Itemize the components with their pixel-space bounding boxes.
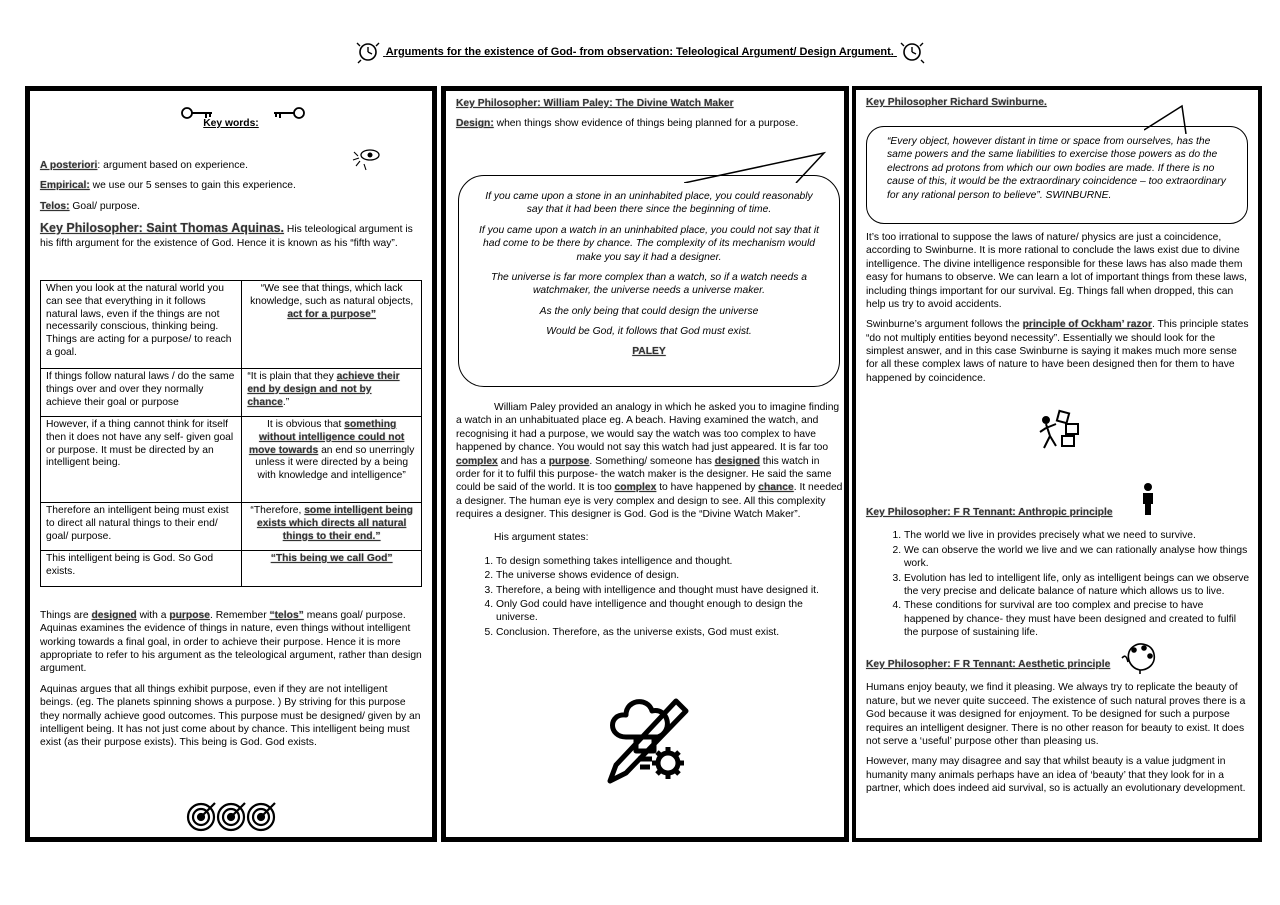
keyword-item: Empirical: we use our 5 senses to gain this experience. xyxy=(40,180,296,192)
table-row: Therefore an intelligent being must exist to direct all natural things to their end/ goal/ purpose. “Therefore, some intelligent being exists which directs all natural things to their end.” xyxy=(41,502,422,550)
paley-body: William Paley provided an analogy in which he asked you to imagine finding a watch in an unhabituated place eg. A beach. Having examined the watch, and recognising it had a purpose, we would say the watch was too complex to have happened by chance. You would not say this watch had just appeared. It is far too complex and has a purpose. Something/ someone has designed this watch in order for it to fulfil this purpose- the watch maker is the designer. He said the same could be said of the world. It is too complex to have happened by chance. It needed a designer. The human eye is very complex and design to see. All this complexity requires a designer. This designer is God. God is the “Divine Watch Maker”. xyxy=(456,402,843,520)
aesthetic-counter-paragraph: However, many may disagree and say that whilst beauty is a value judgment in humanity many animals perhaps have an idea of ‘beauty’ that they look for in a partner, which does indeed aid survival, so is actually an evolutionary development. xyxy=(866,756,1246,794)
aquinas-intro: Key Philosopher: Saint Thomas Aquinas. His teleological argument is his fifth argument for the existence of God. Hence it is known as his “fifth way”. xyxy=(40,221,413,249)
telos-paragraph: Things are designed with a purpose. Remember “telos” means goal/ purpose. Aquinas examines the evidence of things in nature, even things without intelligent working towards a final goal, in order to achieve their purpose. Hence it is more appropriate to refer to his argument as the teleological argument, rather than design argument. xyxy=(40,609,422,675)
falling-boxes-icon xyxy=(1036,408,1084,452)
clock-icon xyxy=(897,40,925,64)
clock-icon xyxy=(355,40,383,64)
swinburne-paragraph: It’s too irrational to suppose the laws of nature/ physics are just a coincidence, according to Swinburne. It is more rational to conclude the laws exist due to divine intelligence. The divine intelligence responsible for these laws has also made them easy for humans to observe. We can learn a lot of important things from these laws, including things important for our survival. Eg. Things fall when dropped, this can help us try to avoid accidents. xyxy=(866,232,1247,310)
list-item: 4. These conditions for survival are too complex and precise to have happened by chance- they must have been designed and created to fulfil the purpose of sustaining life. xyxy=(904,599,1250,639)
swinburne-panel xyxy=(852,86,1262,842)
page-title-row: Arguments for the existence of God- from observation: Teleological Argument/ Design Argument. xyxy=(0,40,1280,64)
aesthetic-heading: Key Philosopher: F R Tennant: Aesthetic principle xyxy=(866,659,1111,670)
page-title: Arguments for the existence of God- from observation: Teleological Argument/ Design Argument xyxy=(385,45,891,58)
aquinas-panel xyxy=(25,86,437,842)
paley-quote-bubble: If you came upon a stone in an uninhabited place, you could reasonably say that it had been there since the beginning of time. If you came upon a watch in an uninhabited place, you could not say that it had come to be there by chance. The complexity of its mechanism would make you say it had a designer. The universe is far more complex than a watch, so if a watch needs a watchmaker, the universe needs a universe maker. As the only being that could design the universe Would be God, it follows that God must exist. PALEY xyxy=(458,175,840,387)
key-icon xyxy=(272,105,306,121)
keyword-item: A posteriori: argument based on experience. xyxy=(40,160,248,171)
list-item: 1. To design something takes intelligence and thought. xyxy=(496,555,844,568)
table-row: This intelligent being is God. So God exists. “This being we call God” xyxy=(41,550,422,586)
swinburne-heading: Key Philosopher Richard Swinburne. xyxy=(866,97,1047,108)
person-icon xyxy=(1140,482,1156,516)
swinburne-quote-bubble: “Every object, however distant in time or space from ourselves, has the same powers and the same liabilities to exercise those powers as do the electrons ad protons from which our own bodies are made. If there is no cause of this, it would be the extraordinary coincidence – too extraordinary for any rational person to believe”. SWINBURNE. xyxy=(866,126,1248,224)
table-row: However, if a thing cannot think for itself then it does not have any self- given goal or purpose. It must be directed by an intelligent being. It is obvious that something without intelligence could not move towards an end so unerringly unless it were directed by a being with knowledge and intelligence” xyxy=(41,416,422,502)
idea-design-icon xyxy=(596,691,696,791)
table-row: If things follow natural laws / do the same things over and over they normally achieve their goal or purpose “It is plain that they achieve their end by design and not by chance.” xyxy=(41,368,422,416)
list-item: 2. We can observe the world we live and we can rationally analyse how things work. xyxy=(904,544,1250,571)
design-definition: Design: when things show evidence of things being planned for a purpose. xyxy=(456,118,799,130)
keyword-item: Telos: Goal/ purpose. xyxy=(40,200,140,212)
list-item: 1. The world we live in provides precisely what we need to survive. xyxy=(904,529,1250,542)
anthropic-heading: Key Philosopher: F R Tennant: Anthropic principle xyxy=(866,507,1113,518)
list-item: 3. Therefore, a being with intelligence and thought must have designed it. xyxy=(496,584,844,597)
paley-argument-list xyxy=(456,555,844,639)
eye-icon xyxy=(350,146,384,172)
aquinas-summary: Aquinas argues that all things exhibit purpose, even if they are not intelligent beings. (eg. The planets spinning shows a purpose. ) By striving for this purpose they normally achieve good outcomes. This purpose must be designed/ given by an intelligent being. It has not just come about by chance. This intelligent being must exist (as their purpose exists). This being is God. God exists. xyxy=(40,683,421,749)
paley-panel xyxy=(441,86,849,842)
quote-author: PALEY xyxy=(632,346,666,358)
aquinas-heading: Key Philosopher: Saint Thomas Aquinas. xyxy=(40,221,285,236)
aesthetic-paragraph: Humans enjoy beauty, we find it pleasing. We always try to replicate the beauty of nature, but we never quite succeed. The existence of such natural proves there is a God because it was designed for enjoyment. To be designed for such a purpose requires an intelligent designer. There is no other reason for beauty to exist. It does not serve a ‘useful’ purpose other than pleasing us. xyxy=(866,682,1246,747)
target-icon xyxy=(185,799,281,833)
keywords-heading: Key words: xyxy=(203,118,259,129)
list-item: 3. Evolution has led to intelligent life, only as intelligent beings can we observe the very precise and delicate balance of nature which allows us to live. xyxy=(904,572,1250,599)
argument-heading: His argument states: xyxy=(494,532,589,544)
list-item: 2. The universe shows evidence of design. xyxy=(496,569,844,582)
anthropic-list xyxy=(866,529,1250,639)
aquinas-table xyxy=(40,280,422,587)
list-item: 4. Only God could have intelligence and thought enough to design the universe. xyxy=(496,598,844,625)
keywords-header xyxy=(40,109,422,131)
table-row: When you look at the natural world you can see that everything in it follows natural laws, even if the things are not necessarily conscious, thinking being. Things are acting for a purpose/ to reach a goal. “We see that things, which lack knowledge, such as natural objects, act for a purpose” xyxy=(41,280,422,368)
list-item: 5. Conclusion. Therefore, as the universe exists, God must exist. xyxy=(496,626,844,639)
ockham-paragraph: Swinburne’s argument follows the principle of Ockham’ razor. This principle states “do not multiply entities beyond necessity”. Essentially we should look for the simplest answer, and in this case Swinburne is saying it makes much more sense for all these complex laws of nature to have been designed then for them to have happened by coincidence. xyxy=(866,319,1249,384)
paley-heading: Key Philosopher: William Paley: The Divine Watch Maker xyxy=(456,98,734,109)
